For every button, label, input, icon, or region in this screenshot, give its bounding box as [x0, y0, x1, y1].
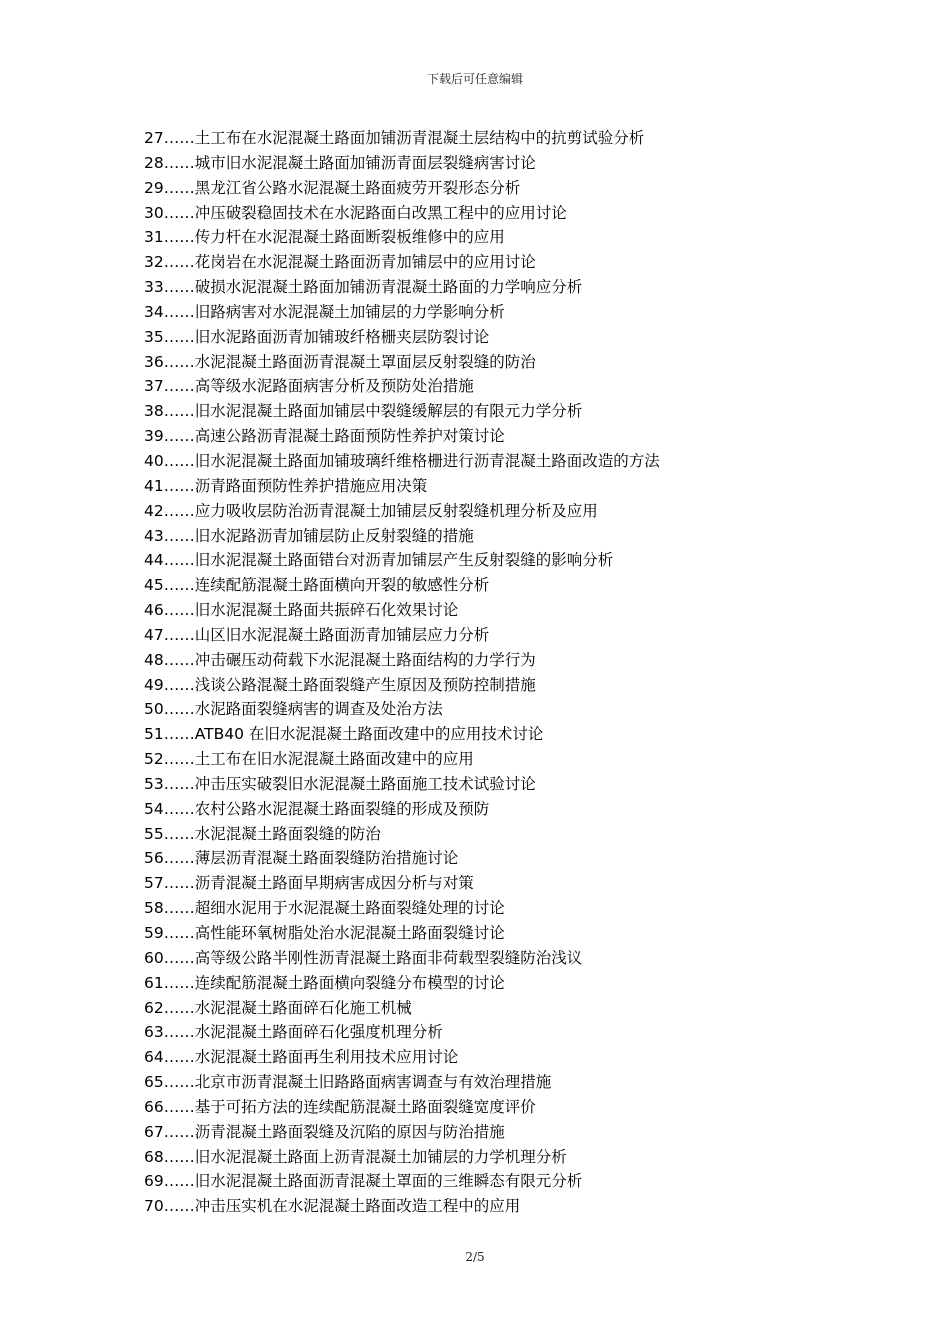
item-leader-dots: ……: [163, 1048, 195, 1067]
item-number: 64: [144, 1048, 164, 1067]
item-leader-dots: ……: [163, 451, 195, 470]
list-item: [144, 971, 864, 996]
item-leader-dots: ……: [163, 1097, 195, 1116]
item-leader-dots: ……: [163, 377, 195, 396]
item-number: 60: [144, 948, 164, 967]
list-item: [144, 176, 864, 201]
item-leader-dots: ……: [163, 1197, 195, 1216]
item-number: 32: [144, 253, 164, 272]
item-leader-dots: ……: [163, 1147, 195, 1166]
item-title: 北京市沥青混凝土旧路路面病害调查与有效治理措施: [194, 1073, 552, 1092]
list-item: [144, 1095, 864, 1120]
item-number: 70: [144, 1197, 164, 1216]
item-title: 传力杆在水泥混凝土路面断裂板维修中的应用: [194, 228, 505, 247]
list-item: [144, 772, 864, 797]
item-leader-dots: ……: [163, 129, 195, 147]
item-number: 67: [144, 1122, 164, 1141]
item-number: 56: [144, 849, 164, 868]
item-title: 冲击压实破裂旧水泥混凝土路面施工技术试验讨论: [194, 774, 536, 793]
item-leader-dots: ……: [163, 278, 195, 297]
item-number: 59: [144, 924, 164, 942]
item-leader-dots: ……: [163, 675, 195, 694]
list-item: [144, 151, 864, 176]
item-leader-dots: ……: [163, 228, 195, 247]
item-title: 旧水泥混凝土路面加铺层中裂缝缓解层的有限元力学分析: [194, 402, 583, 421]
item-leader-dots: ……: [163, 1023, 195, 1042]
list-item: [144, 1194, 864, 1219]
item-leader-dots: ……: [163, 601, 195, 620]
list-item: [144, 996, 864, 1021]
item-leader-dots: ……: [163, 874, 195, 893]
list-item: [144, 722, 864, 747]
list-item: [144, 1070, 864, 1095]
list-item: [144, 474, 864, 499]
list-item: [144, 374, 864, 399]
list-item: [144, 673, 864, 698]
item-leader-dots: ……: [163, 402, 195, 421]
item-leader-dots: ……: [163, 476, 195, 495]
item-leader-dots: ……: [163, 1073, 195, 1092]
item-number: 49: [144, 675, 164, 694]
item-number: 52: [144, 750, 164, 769]
item-number: 44: [144, 551, 164, 570]
item-number: 28: [144, 153, 164, 172]
item-number: 63: [144, 1023, 164, 1042]
item-number: 50: [144, 700, 164, 719]
item-leader-dots: ……: [163, 824, 195, 843]
item-number: 39: [144, 427, 164, 446]
item-title: 连续配筋混凝土路面横向裂缝分布模型的讨论: [194, 973, 505, 992]
header-note: 下载后可任意编辑: [426, 72, 523, 86]
item-title: 土工布在旧水泥混凝土路面改建中的应用: [194, 750, 474, 769]
item-number: 68: [144, 1147, 164, 1166]
item-leader-dots: ……: [163, 650, 195, 669]
item-leader-dots: ……: [163, 576, 195, 595]
item-leader-dots: ……: [163, 625, 195, 644]
item-number: 30: [144, 203, 164, 222]
item-title: 沥青混凝土路面裂缝及沉陷的原因与防治措施: [194, 1122, 505, 1141]
item-number: 45: [144, 576, 164, 595]
item-leader-dots: ……: [163, 327, 195, 346]
item-leader-dots: ……: [163, 998, 195, 1017]
item-number: 38: [144, 402, 164, 421]
list-item: [144, 449, 864, 474]
item-leader-dots: ……: [163, 427, 195, 446]
item-number: 51: [144, 725, 164, 744]
list-item: [144, 697, 864, 722]
item-title: 基于可拓方法的连续配筋混凝土路面裂缝宽度评价: [194, 1097, 536, 1116]
item-title: 沥青混凝土路面早期病害成因分析与对策: [194, 874, 474, 893]
item-leader-dots: ……: [163, 1172, 195, 1191]
item-title: 浅谈公路混凝土路面裂缝产生原因及预防控制措施: [194, 675, 536, 694]
item-number: 53: [144, 774, 164, 793]
item-title: 旧水泥混凝土路面上沥青混凝土加铺层的力学机理分析: [194, 1147, 567, 1166]
item-leader-dots: ……: [163, 203, 195, 222]
list-item: [144, 275, 864, 300]
item-title: 旧路病害对水泥混凝土加铺层的力学影响分析: [194, 302, 505, 321]
list-item: [144, 822, 864, 847]
item-number: 27: [144, 129, 164, 147]
item-number: 65: [144, 1073, 164, 1092]
item-title: 冲击碾压动荷载下水泥混凝土路面结构的力学行为: [194, 650, 536, 669]
item-leader-dots: ……: [163, 1122, 195, 1141]
list-item: [144, 350, 864, 375]
item-title: 水泥混凝土路面碎石化强度机理分析: [194, 1023, 443, 1042]
item-title: 花岗岩在水泥混凝土路面沥青加铺层中的应用讨论: [194, 253, 536, 272]
list-item: [144, 1145, 864, 1170]
item-number: 37: [144, 377, 164, 396]
item-title: 薄层沥青混凝土路面裂缝防治措施讨论: [194, 849, 459, 868]
item-title: 旧水泥路沥青加铺层防止反射裂缝的措施: [194, 526, 474, 545]
list-item: [144, 225, 864, 250]
list-item: [144, 623, 864, 648]
item-number: 34: [144, 302, 164, 321]
list-item: [144, 524, 864, 549]
item-title: 高等级公路半刚性沥青混凝土路面非荷载型裂缝防治浅议: [194, 948, 583, 967]
list-item: [144, 201, 864, 226]
list-item: [144, 896, 864, 921]
item-title: 沥青路面预防性养护措施应用决策: [194, 476, 428, 495]
list-item: [144, 499, 864, 524]
item-leader-dots: ……: [163, 501, 195, 520]
item-leader-dots: ……: [163, 153, 195, 172]
item-leader-dots: ……: [163, 352, 195, 371]
list-item: [144, 946, 864, 971]
list-item: [144, 325, 864, 350]
list-item: [144, 399, 864, 424]
list-item: [144, 300, 864, 325]
list-item: [144, 871, 864, 896]
item-title: 水泥混凝土路面碎石化施工机械: [194, 998, 412, 1017]
item-leader-dots: ……: [163, 551, 195, 570]
item-leader-dots: ……: [163, 924, 195, 942]
item-leader-dots: ……: [163, 899, 195, 918]
item-title: 黑龙江省公路水泥混凝土路面疲劳开裂形态分析: [194, 178, 521, 197]
list-item: [144, 921, 864, 946]
list-item: [144, 573, 864, 598]
item-leader-dots: ……: [163, 178, 195, 197]
item-number: 66: [144, 1097, 164, 1116]
list-item: [144, 1020, 864, 1045]
item-title: 水泥混凝土路面裂缝的防治: [194, 824, 381, 843]
item-number: 41: [144, 476, 164, 495]
item-title: 城市旧水泥混凝土路面加铺沥青面层裂缝病害讨论: [194, 153, 536, 172]
item-title: 旧水泥混凝土路面沥青混凝土罩面的三维瞬态有限元分析: [194, 1172, 583, 1191]
item-title: 旧水泥混凝土路面共振碎石化效果讨论: [194, 601, 459, 620]
item-title: 高等级水泥路面病害分析及预防处治措施: [194, 377, 474, 396]
item-number: 35: [144, 327, 164, 346]
item-title: 旧水泥混凝土路面错台对沥青加铺层产生反射裂缝的影响分析: [194, 551, 614, 570]
list-item: [144, 250, 864, 275]
item-number: 55: [144, 824, 164, 843]
item-title: 连续配筋混凝土路面横向开裂的敏感性分析: [194, 576, 490, 595]
item-leader-dots: ……: [163, 973, 195, 992]
list-item: [144, 1120, 864, 1145]
item-title: 水泥混凝土路面沥青混凝土罩面层反射裂缝的防治: [194, 352, 536, 371]
item-title: 水泥路面裂缝病害的调查及处治方法: [194, 700, 443, 719]
item-title: 应力吸收层防治沥青混凝土加铺层反射裂缝机理分析及应用: [194, 501, 598, 520]
page-number: 2/5: [465, 1250, 485, 1264]
item-number: 48: [144, 650, 164, 669]
item-number: 57: [144, 874, 164, 893]
item-title: 山区旧水泥混凝土路面沥青加铺层应力分析: [194, 625, 490, 644]
item-leader-dots: ……: [163, 849, 195, 868]
item-number: 47: [144, 625, 164, 644]
item-leader-dots: ……: [163, 526, 195, 545]
item-number: 46: [144, 601, 164, 620]
item-leader-dots: ……: [163, 253, 195, 272]
item-title: 超细水泥用于水泥混凝土路面裂缝处理的讨论: [194, 899, 505, 918]
item-title: 旧水泥混凝土路面加铺玻璃纤维格栅进行沥青混凝土路面改造的方法: [194, 451, 660, 470]
list-item: [144, 424, 864, 449]
list-item: [144, 1045, 864, 1070]
item-number: 36: [144, 352, 164, 371]
list-item: [144, 846, 864, 871]
item-number: 29: [144, 178, 164, 197]
item-title: 高速公路沥青混凝土路面预防性养护对策讨论: [194, 427, 505, 446]
list-item: [144, 797, 864, 822]
item-title: 土工布在水泥混凝土路面加铺沥青混凝土层结构中的抗剪试验分析: [194, 129, 645, 147]
item-leader-dots: ……: [163, 725, 195, 744]
item-title: 冲压破裂稳固技术在水泥路面白改黑工程中的应用讨论: [194, 203, 567, 222]
item-title: 冲击压实机在水泥混凝土路面改造工程中的应用: [194, 1197, 521, 1216]
item-number: 69: [144, 1172, 164, 1191]
item-number: 43: [144, 526, 164, 545]
reference-list: [144, 126, 864, 1219]
item-title: 水泥混凝土路面再生利用技术应用讨论: [194, 1048, 459, 1067]
item-title: 农村公路水泥混凝土路面裂缝的形成及预防: [194, 799, 490, 818]
item-title: 旧水泥路面沥青加铺玻纤格栅夹层防裂讨论: [194, 327, 490, 346]
item-number: 54: [144, 799, 164, 818]
list-item: [144, 598, 864, 623]
item-leader-dots: ……: [163, 799, 195, 818]
item-number: 40: [144, 451, 164, 470]
item-number: 62: [144, 998, 164, 1017]
list-item: [144, 648, 864, 673]
item-title: 破损水泥混凝土路面加铺沥青混凝土路面的力学响应分析: [194, 278, 583, 297]
item-number: 42: [144, 501, 164, 520]
item-number: 58: [144, 899, 164, 918]
item-leader-dots: ……: [163, 750, 195, 769]
item-leader-dots: ……: [163, 302, 195, 321]
list-item: [144, 1169, 864, 1194]
item-title: 高性能环氧树脂处治水泥混凝土路面裂缝讨论: [194, 924, 505, 942]
item-number: 31: [144, 228, 164, 247]
list-item: [144, 126, 864, 151]
item-title: ATB40 在旧水泥混凝土路面改建中的应用技术讨论: [194, 725, 544, 744]
item-leader-dots: ……: [163, 774, 195, 793]
item-number: 61: [144, 973, 164, 992]
item-number: 33: [144, 278, 164, 297]
item-leader-dots: ……: [163, 700, 195, 719]
item-leader-dots: ……: [163, 948, 195, 967]
list-item: [144, 548, 864, 573]
list-item: [144, 747, 864, 772]
